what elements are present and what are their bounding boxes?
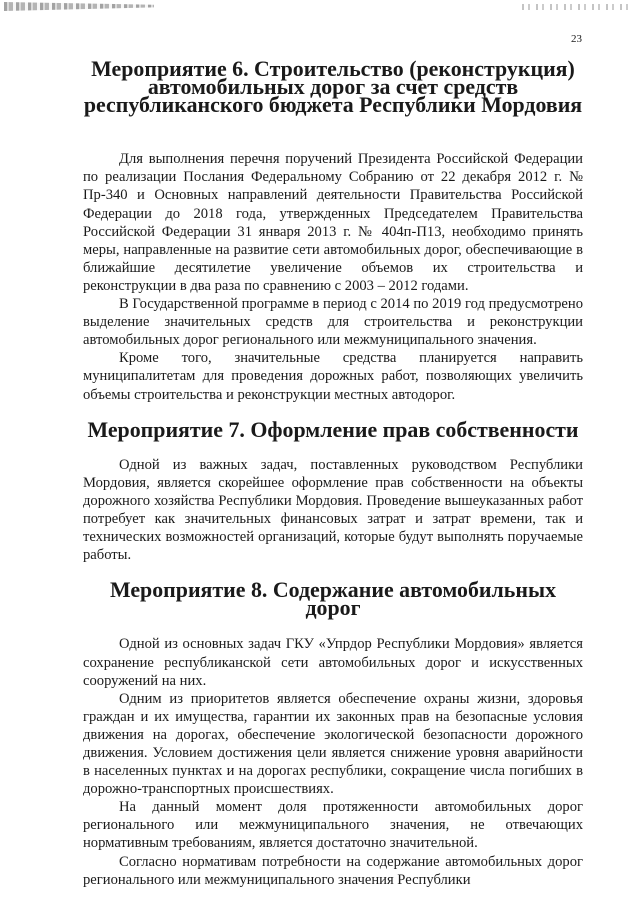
- paragraph: Одной из важных задач, поставленных руководством Республики Мордовия, является скорейшее оформление прав собственности на объекты дорожного хозяйства Республики Мордовия. Проведение вышеуказанных работ потребует как значительных финансовых затрат и затрат времени, так и технических возможностей организаций, которые будут выполнять поручаемые работы.: [83, 456, 583, 564]
- page-number: 23: [571, 33, 582, 45]
- section-heading-6: Мероприятие 6. Строительство (реконструкция) автомобильных дорог за счет средств республиканского бюджета Республики Мордовия: [83, 56, 583, 118]
- scan-artifact-left: [4, 2, 154, 11]
- document-body: [83, 56, 583, 889]
- paragraph: Кроме того, значительные средства планируется направить муниципалитетам для проведения дорожных работ, позволяющих увеличить объемы строительства и реконструкции местных автодорог.: [83, 350, 583, 403]
- paragraph: Одной из основных задач ГКУ «Упрдор Республики Мордовия» является сохранение республиканской сети автомобильных дорог и искусственных сооружений на них.: [83, 636, 583, 689]
- section-heading-7: Мероприятие 7. Оформление прав собственности: [87, 416, 579, 442]
- paragraph: На данный момент доля протяженности автомобильных дорог регионального или межмуниципального значения, не отвечающих нормативным требованиям, является достаточно значительной.: [83, 799, 583, 852]
- section-heading-8: Мероприятие 8. Содержание автомобильных дорог: [109, 577, 557, 621]
- paragraph: Одним из приоритетов является обеспечение охраны жизни, здоровья граждан и их имущества, гарантии их законных прав на безопасные условия движения на дорогах, обеспечение экологической безопасности дорожного движения. Условием достижения цели является снижение уровня аварийности в населенных пунктах и на дорогах республики, сокращение числа погибших в дорожно-транспортных происшествиях.: [83, 690, 583, 798]
- paragraph: В Государственной программе в период с 2014 по 2019 год предусмотрено выделение значительных средств для строительства и реконструкции автомобильных дорог регионального или межмуниципального значения.: [83, 296, 583, 349]
- scan-artifact-right: [522, 4, 632, 10]
- paragraph: Для выполнения перечня поручений Президента Российской Федерации по реализации Послания Федеральному Собранию от 22 декабря 2012 г. № Пр-340 и Основных направлений деятельности Правительства Российской Федерации до 2018 года, утвержденных Председателем Правительства Российской Федерации 31 января 2013 г. № 404п-П13, необходимо принять меры, направленные на развитие сети автомобильных дорог, обеспечивающие в ближайшие десятилетие увеличение объемов их строительства и реконструкции в два раза по сравнению с 2003 – 2012 годами.: [83, 151, 583, 294]
- paragraph: Согласно нормативам потребности на содержание автомобильных дорог регионального или межмуниципального значения Республики: [83, 853, 583, 888]
